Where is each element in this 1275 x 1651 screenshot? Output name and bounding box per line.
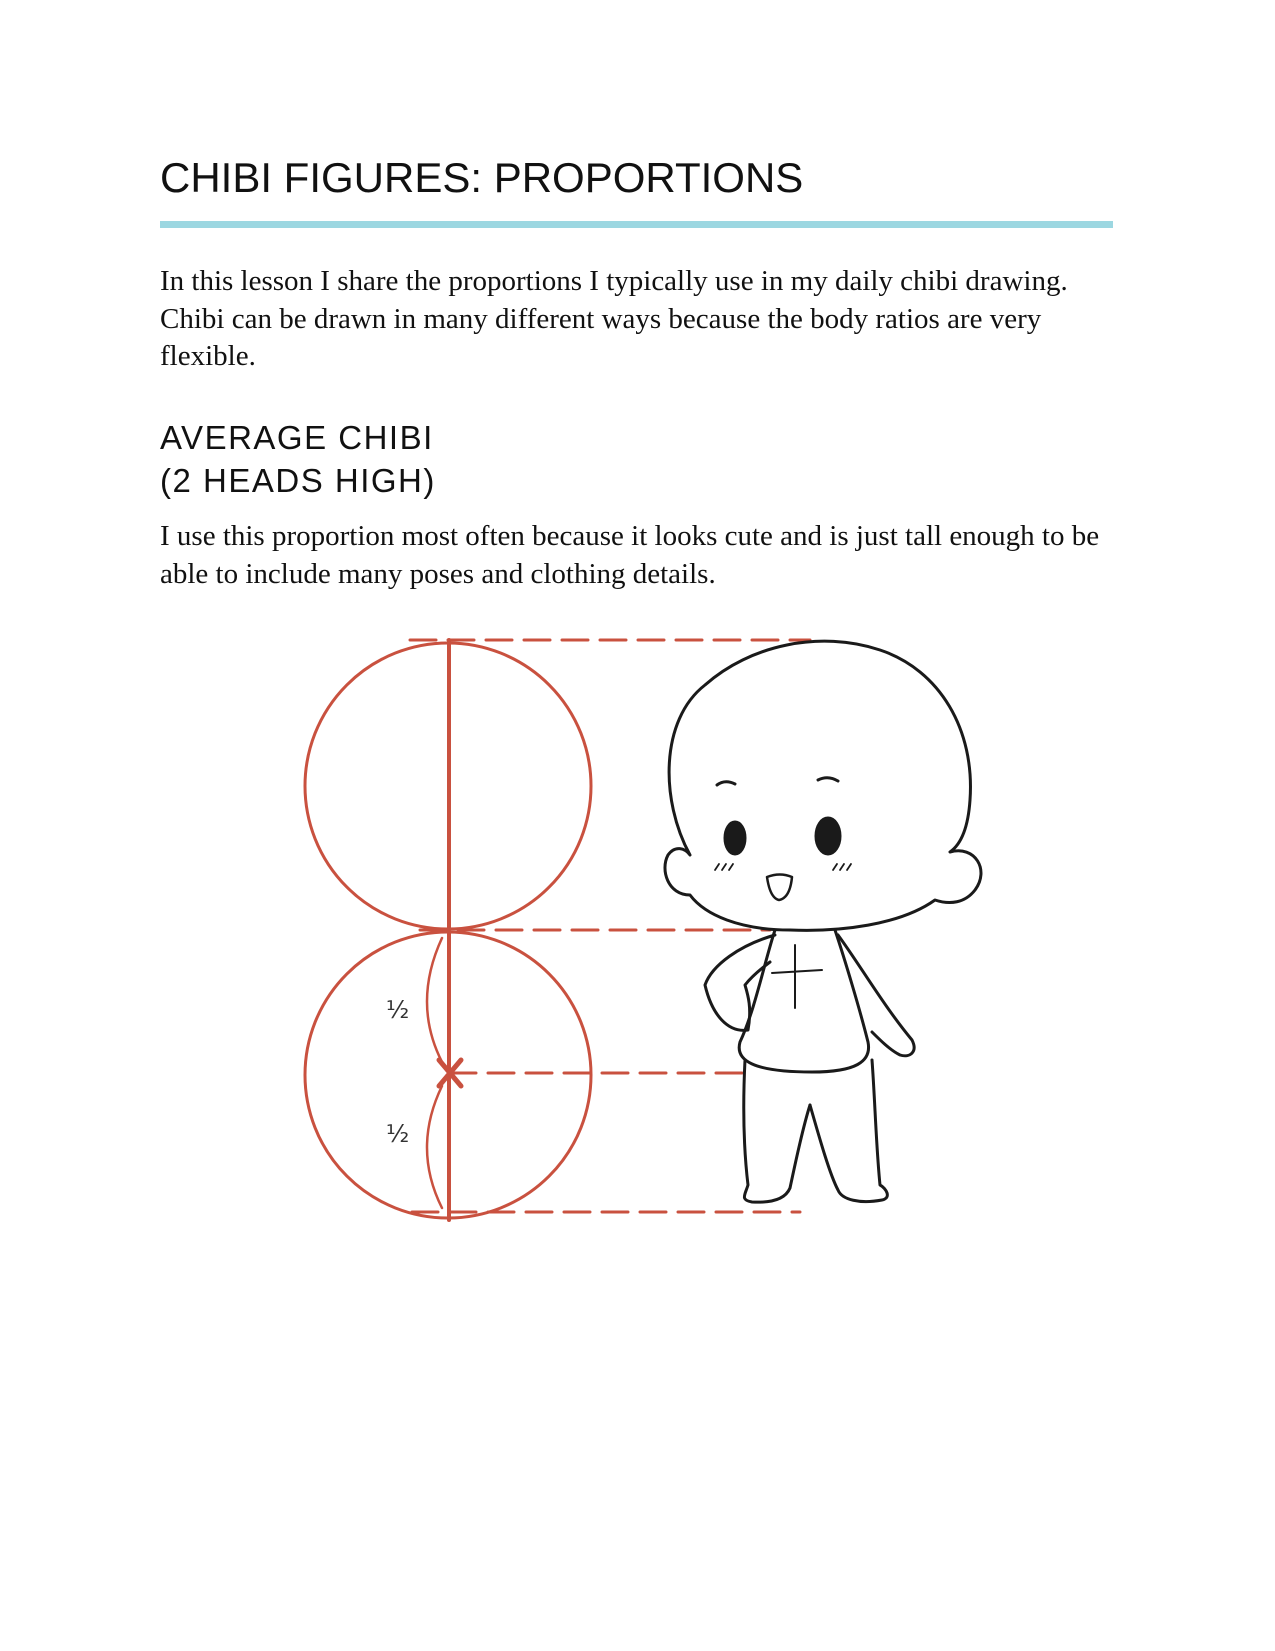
section-heading-line-2: (2 HEADS HIGH) bbox=[160, 462, 436, 499]
chibi-character bbox=[665, 641, 981, 1202]
section-paragraph: I use this proportion most often because it looks cute and is just tall enough to be able to include many poses and clothing details. bbox=[160, 520, 1100, 590]
upper-half-bracket bbox=[427, 938, 442, 1062]
left-blush bbox=[715, 864, 733, 870]
right-arm bbox=[838, 935, 914, 1056]
chibi-head-outline bbox=[665, 641, 981, 930]
right-eyebrow bbox=[818, 778, 838, 781]
right-blush bbox=[833, 864, 851, 870]
intro-paragraph: In this lesson I share the proportions I typically use in my daily chibi drawing. Chibi can be drawn in many different ways because the body ratios are very flexible. bbox=[160, 265, 1068, 372]
left-eyebrow bbox=[717, 782, 735, 785]
left-arm-hand-on-hip bbox=[705, 935, 775, 1030]
upper-half-label: ½ bbox=[386, 996, 410, 1024]
proportion-guides bbox=[305, 640, 810, 1220]
right-leg bbox=[810, 1060, 887, 1202]
section-heading-line-1: AVERAGE CHIBI bbox=[160, 419, 434, 456]
lower-half-label: ½ bbox=[386, 1120, 410, 1148]
left-leg bbox=[744, 1060, 810, 1202]
left-eye-icon bbox=[725, 822, 745, 854]
lower-half-bracket bbox=[427, 1086, 442, 1208]
page-title: CHIBI FIGURES: PROPORTIONS bbox=[160, 154, 804, 201]
mouth bbox=[767, 875, 792, 901]
chest-cross-mark bbox=[772, 945, 822, 1008]
right-eye-icon bbox=[816, 818, 840, 854]
